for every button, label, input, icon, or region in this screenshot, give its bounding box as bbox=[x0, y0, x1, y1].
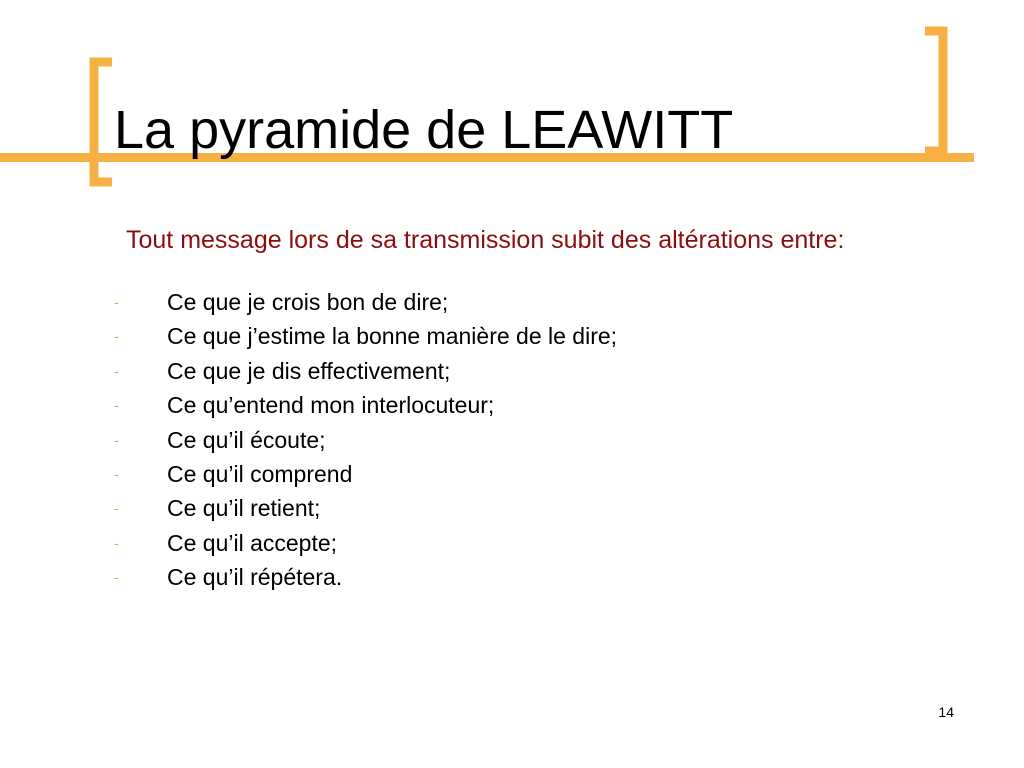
bullet-dash-icon: - bbox=[114, 500, 119, 517]
intro-text: Tout message lors de sa transmission subit des altérations entre: bbox=[126, 226, 845, 254]
list-item-text: Ce que j’estime la bonne manière de le dire; bbox=[167, 323, 618, 350]
list-item-text: Ce qu’il retient; bbox=[167, 495, 321, 522]
bullet-dash-icon: - bbox=[114, 465, 119, 482]
list-item-text: Ce qu’il accepte; bbox=[167, 529, 338, 556]
bullet-dash-icon: - bbox=[114, 431, 119, 448]
slide-title: La pyramide de LEAWITT bbox=[114, 100, 734, 160]
bullet-dash-icon: - bbox=[114, 328, 119, 345]
list-item-text: Ce qu’il comprend bbox=[167, 460, 353, 487]
bullet-dash-icon: - bbox=[114, 534, 119, 551]
page-number: 14 bbox=[938, 704, 954, 720]
left-bracket bbox=[94, 62, 112, 182]
bullet-dash-icon: - bbox=[114, 569, 119, 586]
list-item-text: Ce qu’il répétera. bbox=[167, 564, 343, 591]
list-item-text: Ce qu’il écoute; bbox=[167, 426, 326, 453]
list-item-text: Ce que je crois bon de dire; bbox=[167, 289, 449, 315]
bullet-dash-icon: - bbox=[114, 362, 119, 379]
bullet-dash-icon: - bbox=[114, 294, 119, 310]
list-item-text: Ce que je dis effectivement; bbox=[167, 357, 451, 384]
right-bracket bbox=[925, 31, 943, 151]
bullet-dash-icon: - bbox=[114, 397, 119, 414]
list-item-text: Ce qu’entend mon interlocuteur; bbox=[167, 392, 495, 419]
